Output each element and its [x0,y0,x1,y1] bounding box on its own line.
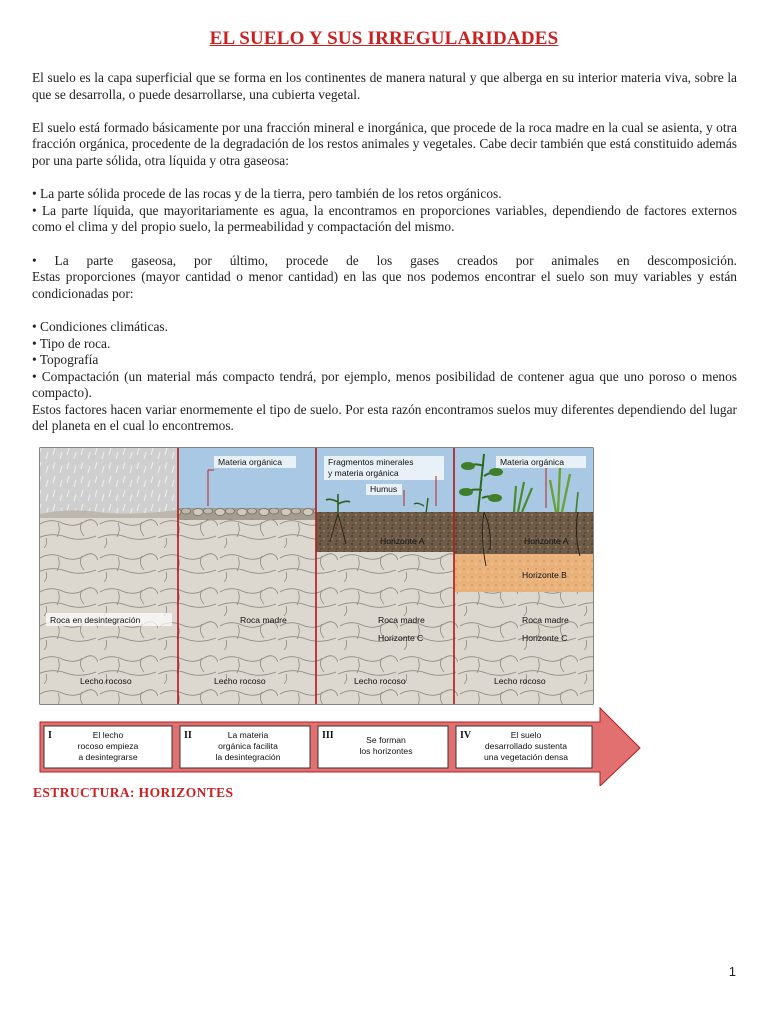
bullet-liquid-part: • La parte líquida, que mayoritariamente es agua, la encontramos en proporciones variables, dependiendo de factores externos como el clima y del propio suelo, la permeabilidad y compactación del mismo. [32,202,737,235]
label-fragmentos-2: y materia orgánica [328,468,399,478]
condition-compaction: • Compactación (un material más compacto tendrá, por ejemplo, menos posibilidad de contener agua que uno poroso o menos compacto). [32,368,737,401]
label-horizonte-c-2: Horizonte C [522,633,568,643]
paragraph-proportions: Estas proporciones (mayor cantidad o menor cantidad) en las que nos podemos encontrar el suelo son muy variables y están condicionadas por: [32,269,737,301]
condition-topography: • Topografía [32,352,99,368]
stage-3-line2: los horizontes [359,746,413,756]
bullet-gaseous-part: • La parte gaseosa, por último, procede de los gases creados por animales en descomposición. [32,252,737,268]
label-horizonte-a-2: Horizonte A [524,536,569,546]
label-horizonte-b: Horizonte B [522,570,567,580]
paragraph-factors: Estos factores hacen variar enormemente el tipo de suelo. Por esta razón encontramos suelos muy diferentes dependiendo del lugar del planeta en el cual lo encontremos. [32,401,737,434]
body-text [32,70,737,435]
label-roca-desintegracion: Roca en desintegración [50,615,141,625]
label-lecho-3: Lecho rocoso [354,676,406,686]
panel-2 [178,448,316,704]
stage-1-number: I [48,730,52,741]
label-lecho-4: Lecho rocoso [494,676,546,686]
condition-climate: • Condiciones climáticas. [32,318,168,334]
stage-3-line1: Se forman [366,735,406,745]
stage-1-line3: a desintegrarse [78,752,138,762]
stage-3-number: III [322,730,334,741]
label-lecho-1: Lecho rocoso [80,676,132,686]
label-roca-madre-1: Roca madre [240,615,287,625]
label-roca-madre-2: Roca madre [378,615,425,625]
stage-1-line1: El lecho [92,730,124,740]
label-fragmentos-1: Fragmentos minerales [328,457,414,467]
label-humus: Humus [370,484,398,494]
page-number: 1 [728,964,736,979]
bullet-solid-part: • La parte sólida procede de las rocas y de la tierra, pero también de los retos orgánicos. [32,186,502,202]
section-subtitle: ESTRUCTURA: HORIZONTES [33,785,234,800]
label-roca-madre-3: Roca madre [522,615,569,625]
paragraph-intro: El suelo es la capa superficial que se forma en los continentes de manera natural y que alberga en su interior materia viva, sobre la que se desarrolla, o puede desarrollarse, una cubierta vegetal. [32,70,737,102]
stage-4-line3: una vegetación densa [483,752,569,762]
panel-1 [40,448,178,704]
stage-4-line1: El suelo [510,730,542,740]
stage-1-line2: rocoso empieza [77,741,139,751]
stage-2-number: II [184,730,192,741]
soil-formation-diagram [38,446,642,786]
stage-2-line2: orgánica facilita [218,741,278,751]
label-materia-organica-1: Materia orgánica [218,457,283,467]
stage-2-line1: La materia [227,730,269,740]
paragraph-composition: El suelo está formado básicamente por una fracción mineral e inorgánica, que procede de la roca madre en la cual se asienta, y otra fracción orgánica, procedente de la degradación de los restos animales y vegetales. Cabe decir también que está constituido además por una parte sólida, otra líquida y otra gaseosa: [32,119,737,168]
page-title: EL SUELO Y SUS IRREGULARIDADES [209,28,559,49]
label-materia-organica-2: Materia orgánica [500,457,565,467]
label-horizonte-a-1: Horizonte A [380,536,425,546]
stage-4-line2: desarrollado sustenta [484,741,568,751]
stage-2-line3: la desintegración [215,752,281,762]
label-horizonte-c-1: Horizonte C [378,633,424,643]
condition-rock-type: • Tipo de roca. [32,335,111,351]
stage-4-number: IV [460,730,472,741]
label-lecho-2: Lecho rocoso [214,676,266,686]
